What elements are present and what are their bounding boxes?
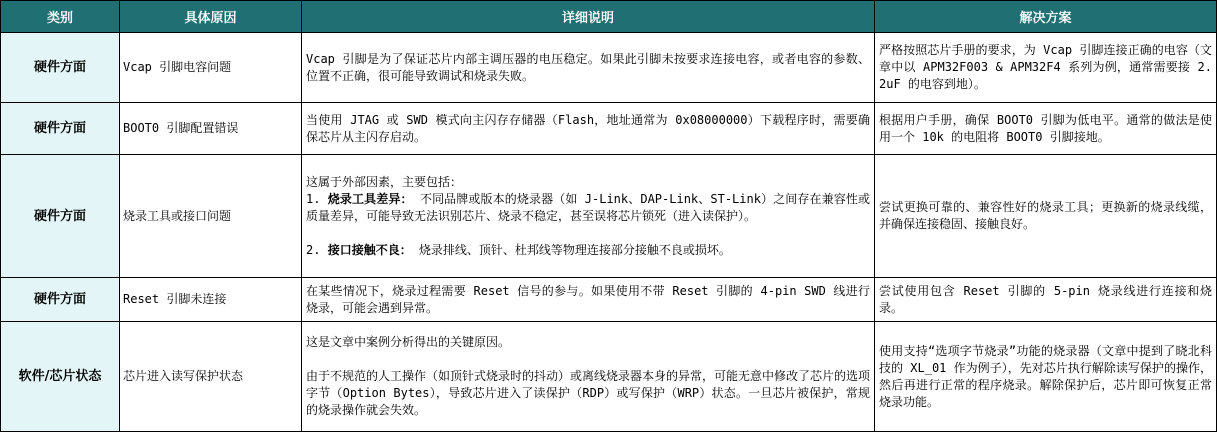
detail-cell	[302, 322, 875, 432]
table-row	[1, 33, 1217, 103]
item-text: 不同品牌或版本的烧录器（如 J-Link、DAP-Link、ST-Link）之间存在兼容性或质量差异，可能导致无法识别芯片、烧录不稳定，甚至误将芯片锁死（进入读保护）。	[306, 191, 870, 223]
cause-cell: Reset 引脚未连接	[120, 278, 302, 322]
category-cell: 软件/芯片状态	[1, 322, 120, 432]
solution-cell: 严格按照芯片手册的要求，为 Vcap 引脚连接正确的电容（文章中以 APM32F003 & APM32F4 系列为例，通常需要接 2.2uF 的电容到地）。	[875, 33, 1217, 103]
header-solution: 解决方案	[875, 1, 1217, 33]
solution-cell: 使用支持“选项字节烧录”功能的烧录器（文章中提到了晓北科技的 XL_01 作为例子），先对芯片执行解除读写保护的操作，然后再进行正常的程序烧录。解除保护后，芯片即可恢复正常烧录功能。	[875, 322, 1217, 432]
item-number: 2.	[306, 242, 328, 257]
solution-cell: 尝试使用包含 Reset 引脚的 5-pin 烧录线进行连接和烧录。	[875, 278, 1217, 322]
header-category: 类别	[1, 1, 120, 33]
detail-intro: 这属于外部因素，主要包括：	[306, 174, 463, 189]
solution-cell: 尝试更换可靠的、兼容性好的烧录工具；更换新的烧录线缆，并确保连接稳固、接触良好。	[875, 155, 1217, 278]
detail-cell: Vcap 引脚是为了保证芯片内部主调压器的电压稳定。如果此引脚未按要求连接电容，或者电容的参数、位置不正确，很可能导致调试和烧录失败。	[302, 33, 875, 103]
cause-cell: 芯片进入读写保护状态	[120, 322, 302, 432]
category-cell: 硬件方面	[1, 278, 120, 322]
header-cause: 具体原因	[120, 1, 302, 33]
item-number: 1.	[306, 191, 328, 206]
cause-cell: Vcap 引脚电容问题	[120, 33, 302, 103]
item-title: 烧录工具差异：	[327, 191, 413, 206]
solution-cell: 根据用户手册，确保 BOOT0 引脚为低电平。通常的做法是使用一个 10k 的电阻将 BOOT0 引脚接地。	[875, 103, 1217, 155]
header-detail: 详细说明	[302, 1, 875, 33]
cause-cell: 烧录工具或接口问题	[120, 155, 302, 278]
table-row	[1, 278, 1217, 322]
detail-paragraph-2: 由于不规范的人工操作（如顶针式烧录时的抖动）或离线烧录器本身的异常，可能无意中修改了芯片的选项字节（Option Bytes），导致芯片进入了读保护（RDP）或写保护（WRP）状态。一旦芯片被保护，常规的烧录操作就会失效。	[306, 369, 871, 417]
detail-item-1	[306, 191, 870, 225]
table-row	[1, 322, 1217, 432]
detail-cell: 在某些情况下，烧录过程需要 Reset 信号的参与。如果使用不带 Reset 引脚的 4-pin SWD 线进行烧录，可能会遇到异常。	[302, 278, 875, 322]
detail-item-2	[306, 242, 870, 259]
paragraph-gap	[306, 351, 870, 368]
detail-paragraph-1: 这是文章中案例分析得出的关键原因。	[306, 335, 511, 349]
detail-cell	[302, 155, 875, 278]
table-row	[1, 103, 1217, 155]
detail-cell: 当使用 JTAG 或 SWD 模式向主闪存存储器（Flash，地址通常为 0x08000000）下载程序时，需要确保芯片从主闪存启动。	[302, 103, 875, 155]
table-header-row	[1, 1, 1217, 33]
category-cell: 硬件方面	[1, 103, 120, 155]
paragraph-gap	[306, 225, 870, 242]
item-text: 烧录排线、顶针、杜邦线等物理连接部分接触不良或损坏。	[411, 242, 731, 257]
item-title: 接口接触不良：	[327, 242, 412, 257]
category-cell: 硬件方面	[1, 33, 120, 103]
table-row	[1, 155, 1217, 278]
cause-cell: BOOT0 引脚配置错误	[120, 103, 302, 155]
category-cell: 硬件方面	[1, 155, 120, 278]
